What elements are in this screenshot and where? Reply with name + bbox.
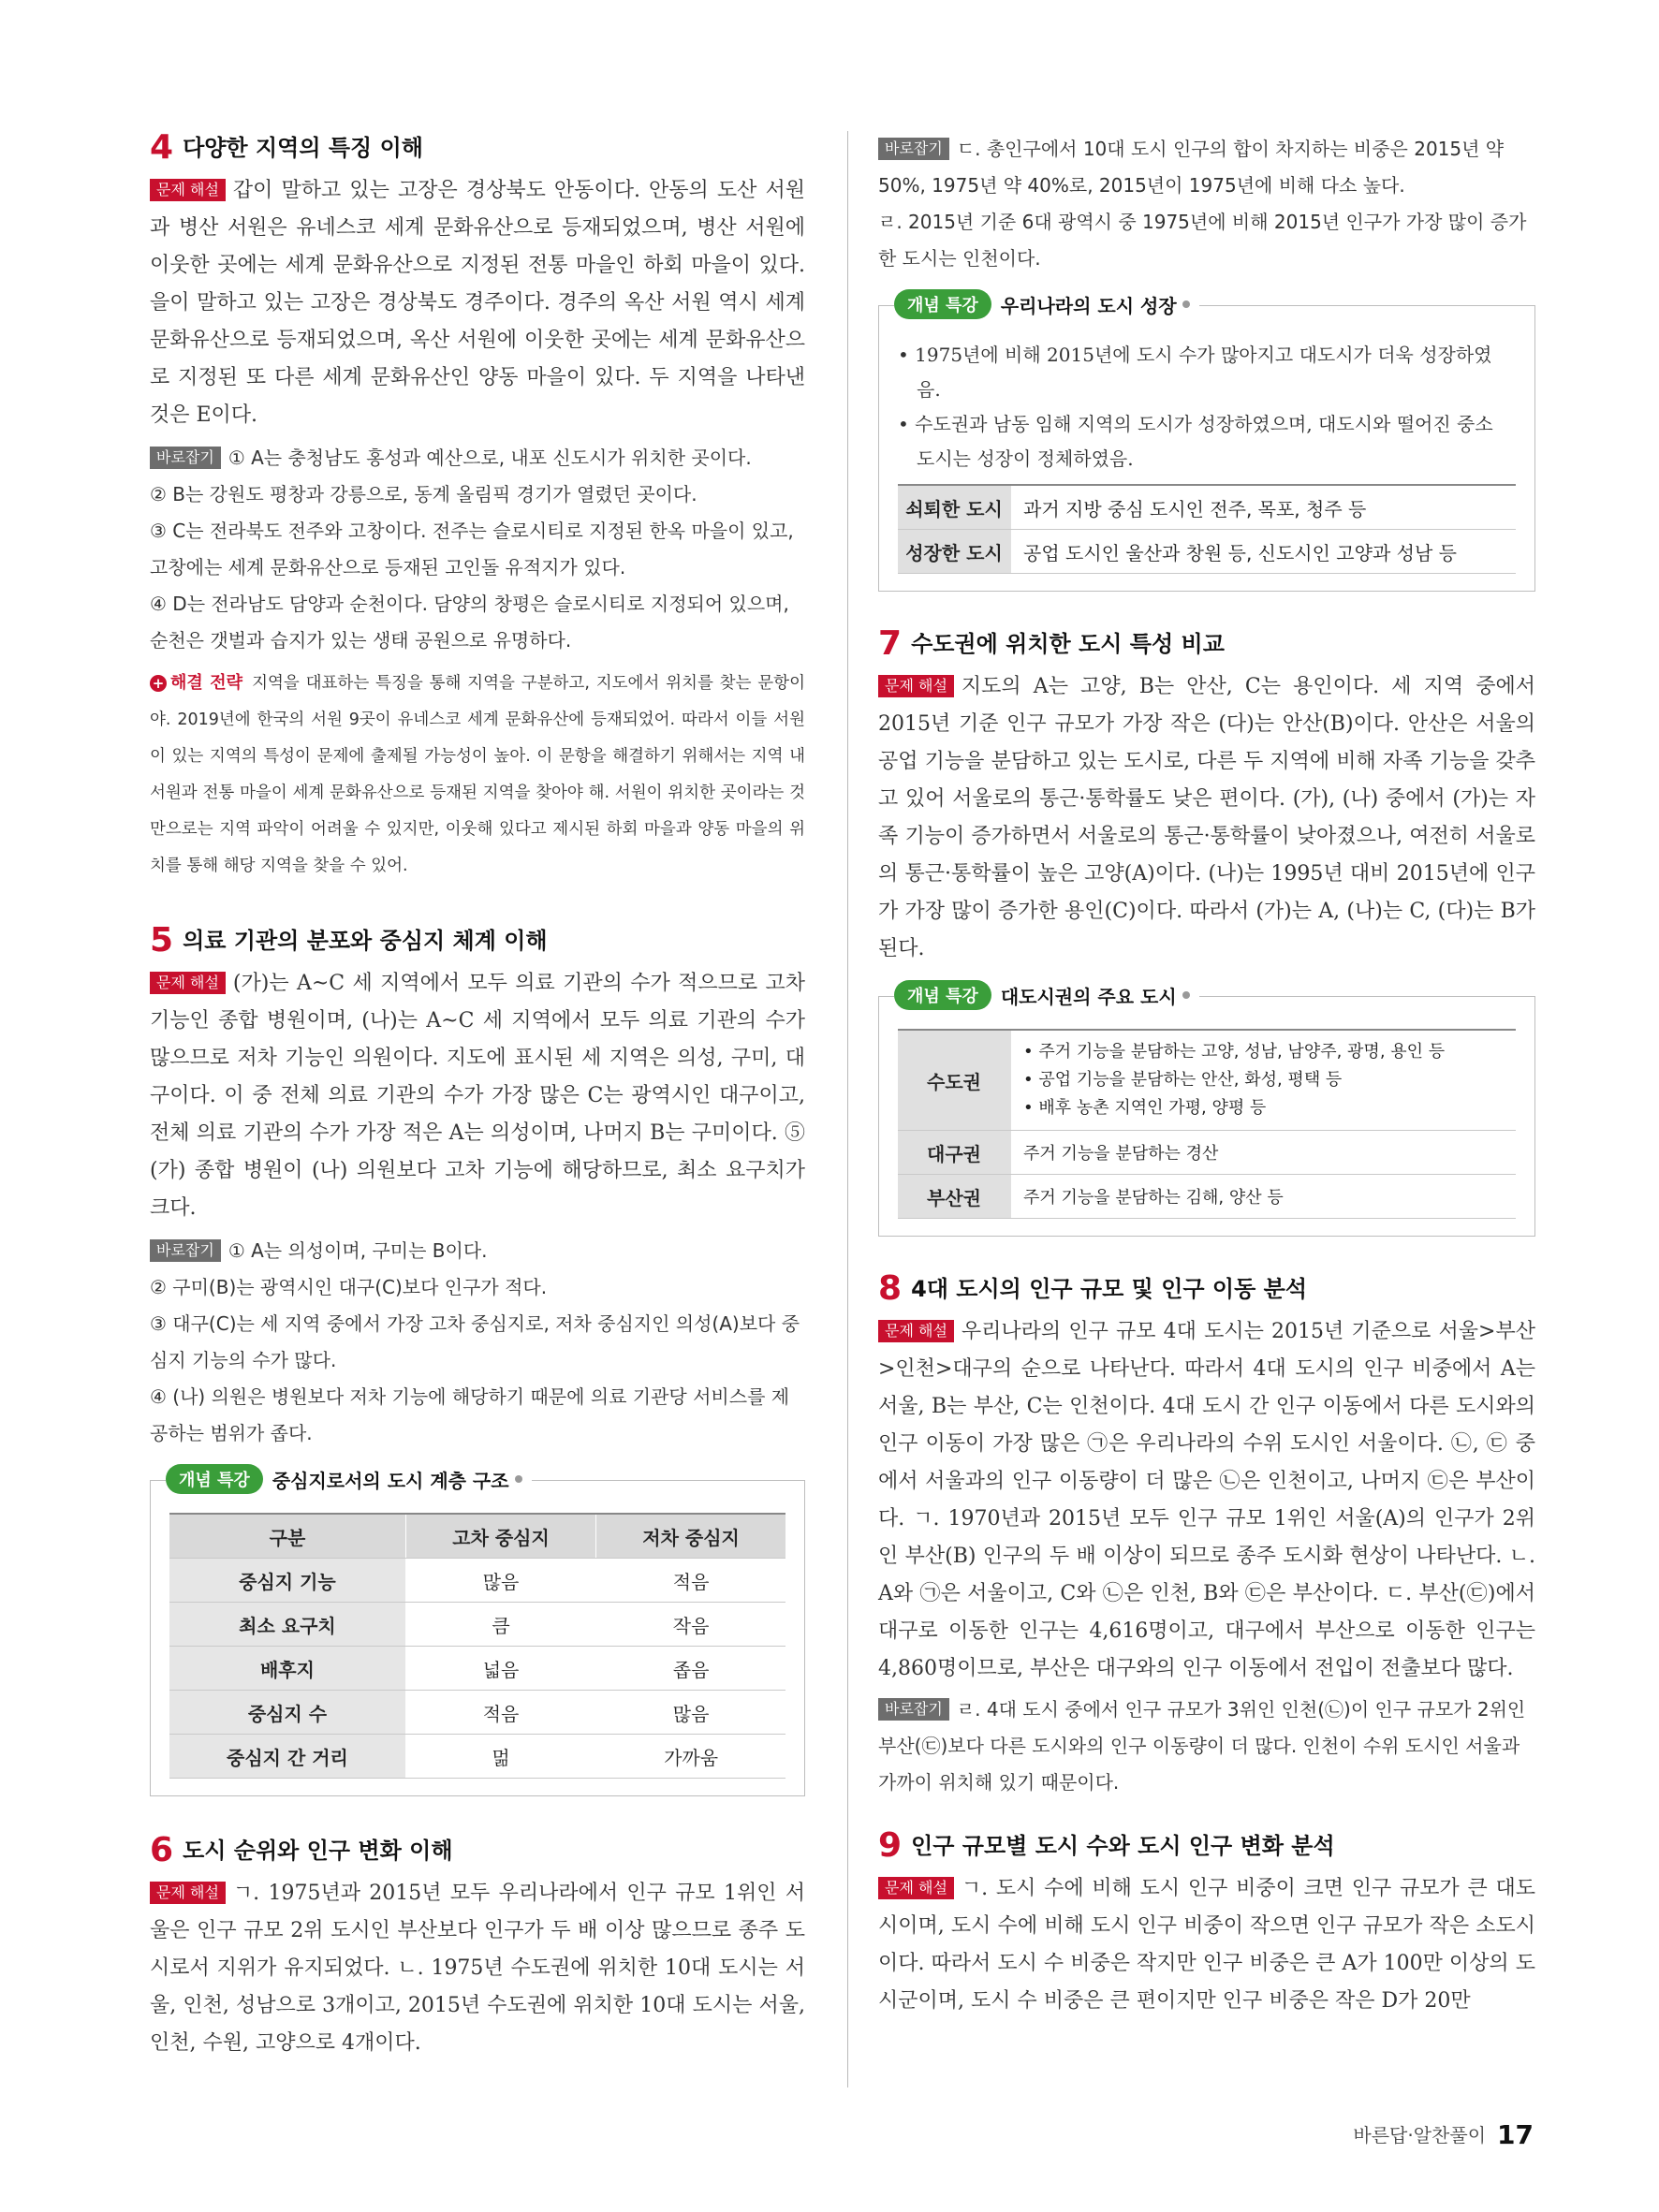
table-cell: 공업 도시인 울산과 창원 등, 신도시인 고양과 성남 등 [1012,530,1517,574]
table-cell: 좁음 [596,1647,785,1691]
table-row [169,1647,785,1691]
section-title-text: 다양한 지역의 특징 이해 [183,135,423,161]
explanation [150,1875,805,2062]
section-title [878,1826,1535,1865]
table-cell: 과거 지방 중심 도시인 전주, 목포, 청주 등 [1012,485,1517,530]
section-number: 5 [150,921,174,960]
table-cell: 최소 요구치 [169,1603,405,1647]
concept-title: 우리나라의 도시 성장 [1000,294,1177,317]
explanation-text: 지도의 A는 고양, B는 안산, C는 용인이다. 세 지역 중에서 2015년 기준 인구 규모가 가장 작은 (다)는 안산(B)이다. 안산은 서울의 공업 기능을 분담하고 있는 도시로, 다른 두 지역에 비해 자족 기능을 갖추고 있어 서울로의 통근·통학률도 낮은 편이다. (가), (나) 중에서 (가)는 자족 기능이 증가하면서 서울로의 통근·통학률이 낮아졌으나, 여전히 서울로의 통근·통학률이 높은 고양(A)이다. (나)는 1995년 대비 2015년에 인구가 가장 많이 증가한 용인(C)이다. 따라서 (가)는 A, (나)는 C, (다)는 B가 된다. [878,675,1536,960]
section-title-text: 수도권에 위치한 도시 특성 비교 [911,631,1225,657]
table-cell: 많음 [596,1691,785,1735]
correction-item: ③ C는 전라북도 전주와 고창이다. 전주는 슬로시티로 지정된 한옥 마을이 있고, 고창에는 세계 문화유산으로 등재된 고인돌 유적지가 있다. [150,520,794,579]
table-header: 저차 중심지 [596,1514,785,1559]
table-header: 구분 [169,1514,405,1559]
concept-header [166,1464,532,1494]
table-cell: 큼 [405,1603,595,1647]
concept-title: 중심지로서의 도시 계층 구조 [272,1469,509,1492]
explanation-text: (가)는 A~C 세 지역에서 모두 의료 기관의 수가 적으므로 고차 기능인 종합 병원이며, (나)는 A~C 세 지역에서 모두 의료 기관의 수가 많으므로 저차 기능인 의원이다. 지도에 표시된 세 지역은 의성, 구미, 대구이다. 이 중 전체 의료 기관의 수가 가장 많은 C는 광역시인 대구이고, 전체 의료 기관의 수가 가장 적은 A는 의성이며, 나머지 B는 구미이다. ⑤ (가) 종합 병원이 (나) 의원보다 고차 기능에 해당하므로, 최소 요구치가 크다. [150,972,805,1220]
table-cell: 중심지 수 [169,1691,405,1735]
correction-item: ④ D는 전라남도 담양과 순천이다. 담양의 창평은 슬로시티로 지정되어 있으며, 순천은 갯벌과 습지가 있는 생태 공원으로 유명하다. [150,593,789,652]
explanation-tag: 문제 해설 [878,1877,954,1899]
explanation [878,1870,1535,2020]
correction-item: ① A는 의성이며, 구미는 B이다. [228,1239,488,1262]
correction-item: ㄷ. 총인구에서 10대 도시 인구의 합이 차지하는 비중은 2015년 약 50%, 1975년 약 40%로, 2015년이 1975년에 비해 다소 높다. [878,138,1505,197]
dot-icon [515,1475,522,1483]
correction-item: ㄹ. 2015년 기준 6대 광역시 중 1975년에 비해 2015년 인구가 가장 많이 증가한 도시는 인천이다. [878,211,1527,270]
section-5 [150,921,805,1796]
section-title [150,921,805,960]
bullet-text: 1975년에 비해 2015년에 도시 수가 많아지고 대도시가 더욱 성장하였음. [915,344,1492,401]
section-number: 6 [150,1831,174,1869]
explanation-text: 우리나라의 인구 규모 4대 도시는 2015년 기준으로 서울>부산>인천>대구의 순으로 나타난다. 따라서 4대 도시의 인구 비중에서 A는 서울, B는 부산, C는 인천이다. 4대 도시 간 인구 이동에서 다른 도시와의 인구 이동이 가장 많은 ㉠은 우리나라의 수위 도시인 서울이다. ㉡, ㉢ 중에서 서울과의 인구 이동량이 더 많은 ㉡은 인천이고, 나머지 ㉢은 부산이다. ㄱ. 1970년과 2015년 모두 인구 규모 1위인 서울(A)의 인구가 2위인 부산(B) 인구의 두 배 이상이 되므로 종주 도시화 현상이 나타난다. ㄴ. A와 ㉠은 서울이고, C와 ㉡은 인천, B와 ㉢은 부산이다. ㄷ. 부산(㉢)에서 대구로 이동한 인구는 4,616명이고, 대구에서 부산으로 이동한 인구는 4,860명이므로, 부산은 대구와의 인구 이동에서 전입이 전출보다 많다. [878,1320,1535,1680]
section-6-corrections [878,131,1535,592]
table-cell: 수도권 [898,1030,1012,1131]
concept-bullets [898,338,1516,476]
explanation [878,1313,1535,1688]
plus-icon: + [150,675,167,692]
explanation-text: ㄱ. 1975년과 2015년 모두 우리나라에서 인구 규모 1위인 서울은 인구 규모 2위 도시인 부산보다 인구가 두 배 이상 많으므로 종주 도시로서 지위가 유지되었다. ㄴ. 1975년 수도권에 위치한 10대 도시는 서울, 인천, 성남으로 3개이고, 2015년 수도권에 위치한 10대 도시는 서울, 인천, 수원, 고양으로 4개이다. [150,1882,805,2055]
correction-tag: 바로잡기 [150,447,221,469]
table-cell: 적음 [596,1559,785,1603]
correction-item: ① A는 충청남도 홍성과 예산으로, 내포 신도시가 위치한 곳이다. [228,447,752,469]
city-growth-table [898,484,1516,574]
cell-line: • 배후 농촌 지역인 가평, 양평 등 [1023,1098,1267,1118]
section-4 [150,128,805,885]
concept-pill: 개념 특강 [894,289,991,319]
section-title [878,1269,1535,1308]
table-cell: 성장한 도시 [898,530,1012,574]
table-cell [1012,1030,1517,1131]
list-item: • 1975년에 비해 2015년에 도시 수가 많아지고 대도시가 더욱 성장하였음. [898,344,1492,401]
correction-block [150,1233,805,1452]
correction-item: ② B는 강원도 평창과 강릉으로, 동계 올림픽 경기가 열렸던 곳이다. [150,483,697,505]
table-cell: 중심지 기능 [169,1559,405,1603]
correction-item: ④ (나) 의원은 병원보다 저차 기능에 해당하기 때문에 의료 기관당 서비스를 제공하는 범위가 좁다. [150,1385,790,1444]
explanation-tag: 문제 해설 [150,179,226,201]
section-9 [878,1826,1535,2020]
footer-label: 바른답·알찬풀이 [1353,2124,1487,2146]
table-header: 고차 중심지 [405,1514,595,1559]
page-number: 17 [1497,2119,1534,2150]
dot-icon [1182,991,1190,999]
concept-pill: 개념 특강 [166,1464,263,1494]
table-row [169,1559,785,1603]
correction-item: ③ 대구(C)는 세 지역 중에서 가장 고차 중심지로, 저차 중심지인 의성(A)보다 중심지 기능의 수가 많다. [150,1312,800,1371]
concept-box [878,294,1535,592]
dot-icon [1182,300,1190,308]
section-title-text: 인구 규모별 도시 수와 도시 인구 변화 분석 [911,1833,1335,1859]
table-cell: 적음 [405,1691,595,1735]
concept-pill: 개념 특강 [894,980,991,1010]
concept-header [894,289,1199,319]
section-number: 7 [878,624,903,663]
explanation [878,668,1535,968]
section-title-text: 의료 기관의 분포와 중심지 체계 이해 [183,928,548,954]
table-row [898,530,1516,574]
table-cell: 주거 기능을 분담하는 김해, 양산 등 [1012,1175,1517,1219]
concept-header [894,980,1199,1010]
table-cell: 중심지 간 거리 [169,1735,405,1779]
table-cell: 많음 [405,1559,595,1603]
explanation-text: 갑이 말하고 있는 고장은 경상북도 안동이다. 안동의 도산 서원과 병산 서원은 유네스코 세계 문화유산으로 등재되었으며, 병산 서원에 이웃한 곳에는 세계 문화유산으로 지정된 전통 마을인 하회 마을이 있다. 을이 말하고 있는 고장은 경상북도 경주이다. 경주의 옥산 서원 역시 세계 문화유산으로 등재되었으며, 옥산 서원에 이웃한 곳에는 세계 문화유산으로 지정된 또 다른 세계 문화유산인 양동 마을이 있다. 두 지역을 나타낸 것은 E이다. [150,179,805,427]
table-row [898,1175,1516,1219]
correction-tag: 바로잡기 [878,138,949,160]
section-title [150,1831,805,1869]
table-row [169,1603,785,1647]
section-6 [150,1831,805,2062]
strategy-block [150,665,805,885]
table-cell: 넓음 [405,1647,595,1691]
table-cell: 주거 기능을 분담하는 경산 [1012,1131,1517,1175]
explanation-tag: 문제 해설 [878,1320,954,1342]
concept-title: 대도시권의 주요 도시 [1000,985,1177,1008]
concept-box [878,985,1535,1237]
correction-tag: 바로잡기 [150,1239,221,1262]
table-row [898,1030,1516,1131]
table-cell: 대구권 [898,1131,1012,1175]
explanation [150,172,805,434]
table-cell: 부산권 [898,1175,1012,1219]
table-row [169,1735,785,1779]
cell-line: • 주거 기능을 분담하는 고양, 성남, 남양주, 광명, 용인 등 [1023,1042,1446,1062]
correction-block [150,440,805,659]
section-number: 8 [878,1269,903,1308]
strategy-label-text: 해결 전략 [170,673,243,693]
page-footer [1353,2119,1534,2150]
correction-tag: 바로잡기 [878,1698,949,1721]
correction-block [878,1692,1535,1801]
explanation-tag: 문제 해설 [150,972,226,994]
table-cell: 쇠퇴한 도시 [898,485,1012,530]
table-cell: 배후지 [169,1647,405,1691]
section-7 [878,624,1536,1237]
hierarchy-table [169,1513,785,1779]
table-cell: 작음 [596,1603,785,1647]
explanation-tag: 문제 해설 [150,1882,226,1904]
cell-line: • 공업 기능을 분담하는 안산, 화성, 평택 등 [1023,1070,1343,1090]
right-column [878,131,1535,2020]
list-item: • 수도권과 남동 임해 지역의 도시가 성장하였으며, 대도시와 떨어진 중소 도시는 성장이 정체하였음. [898,413,1493,470]
strategy-text: 지역을 대표하는 특징을 통해 지역을 구분하고, 지도에서 위치를 찾는 문항이야. 2019년에 한국의 서원 9곳이 유네스코 세계 문화유산에 등재되었어. 따라서 이들 서원이 있는 지역의 특성이 문제에 출제될 가능성이 높아. 이 문항을 해결하기 위해서는 지역 내 서원과 전통 마을이 세계 문화유산으로 등재된 지역을 찾아야 해. 서원이 위치한 곳이라는 것만으로는 지역 파악이 어려울 수 있지만, 이웃해 있다고 제시된 하회 마을과 양동 마을의 위치를 통해 해당 지역을 찾을 수 있어. [150,674,805,875]
metro-table [898,1029,1516,1219]
section-number: 4 [150,128,174,167]
section-8 [878,1269,1535,1801]
section-title [878,624,1535,663]
section-number: 9 [878,1826,903,1865]
column-divider [847,131,848,2087]
correction-item: ㄹ. 4대 도시 중에서 인구 규모가 3위인 인천(㉡)이 인구 규모가 2위인 부산(㉢)보다 다른 도시와의 인구 이동량이 더 많다. 인천이 수위 도시인 서울과 가까이 위치해 있기 때문이다. [878,1698,1526,1794]
section-title-text: 도시 순위와 인구 변화 이해 [183,1838,453,1864]
explanation-tag: 문제 해설 [878,675,954,697]
section-title [150,128,805,167]
explanation-text: ㄱ. 도시 수에 비해 도시 인구 비중이 크면 인구 규모가 큰 대도시이며, 도시 수에 비해 도시 인구 비중이 작으면 인구 규모가 작은 소도시이다. 따라서 도시 수 비중은 작지만 인구 비중은 큰 A가 100만 이상의 도시군이며, 도시 수 비중은 큰 편이지만 인구 비중은 작은 D가 20만 [878,1877,1535,2013]
left-column [150,128,805,2062]
correction-item: ② 구미(B)는 광역시인 대구(C)보다 인구가 적다. [150,1276,548,1298]
strategy-label [150,673,242,693]
explanation [150,965,805,1227]
section-title-text: 4대 도시의 인구 규모 및 인구 이동 분석 [911,1276,1308,1302]
table-cell: 가까움 [596,1735,785,1779]
concept-box [150,1469,805,1796]
table-row [898,1131,1516,1175]
table-row [898,485,1516,530]
bullet-text: 수도권과 남동 임해 지역의 도시가 성장하였으며, 대도시와 떨어진 중소 도시는 성장이 정체하였음. [915,413,1493,470]
table-cell: 멂 [405,1735,595,1779]
table-header-row [169,1514,785,1559]
table-row [169,1691,785,1735]
